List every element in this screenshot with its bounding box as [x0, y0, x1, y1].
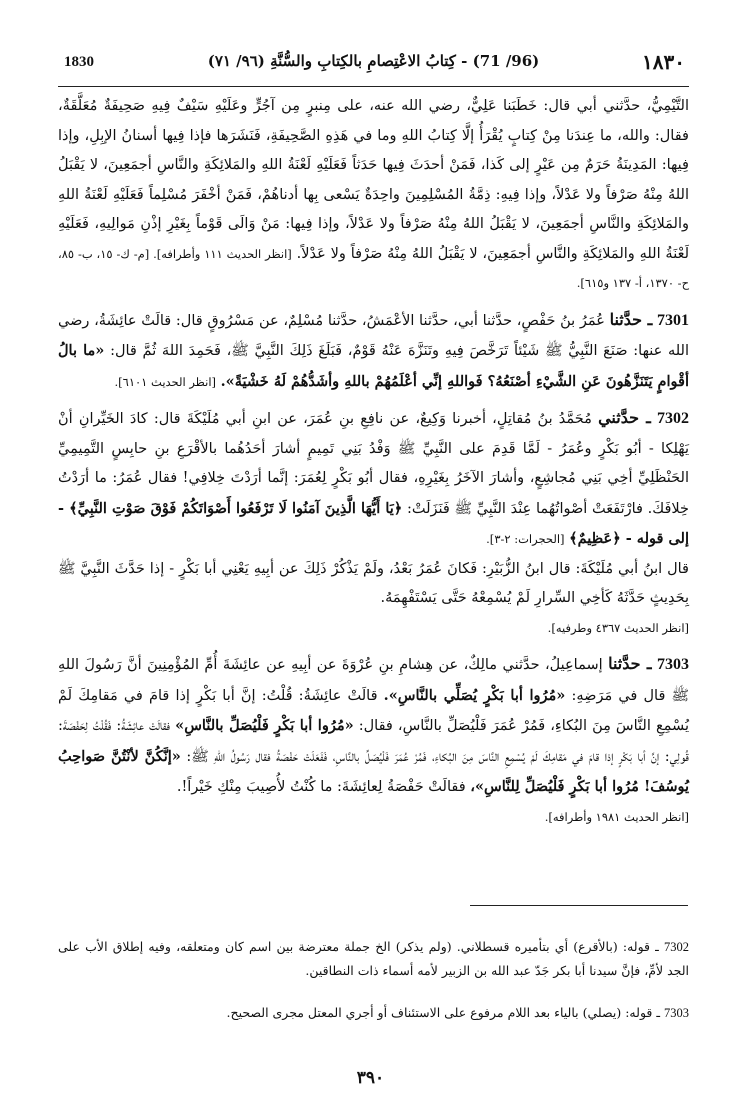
main-text [58, 92, 689, 832]
hadith-text: فقالَتْ عائِشَةُ: فَقُلْتُ لِحَفْصَةَ: قُولِي: إنَّ أبا بَكْرٍ إذا قامَ في مَقامِكَ لَمْ يُسْمِعِ النَّاسَ مِنَ البُكاءِ، فَمُرْ عُمَرَ فَلْيُصَلِّ بالنَّاسِ، فَفَعَلَتْ حَفْصَةُ فقال رَسُولُ اللهِ ﷺ: [58, 718, 689, 765]
hadith-lead: ـ حدَّثنا [608, 654, 652, 673]
hadith-text-2: قال ابنُ أبي مُلَيْكَةَ: قال ابنُ الزُّبَيْرِ: فَكانَ عُمَرُ بَعْدُ، ولَمْ يَذْكُرْ ذَلِكَ عن أبِيهِ يَعْنِي أبا بَكْرٍ - إذا حَدَّثَ النَّبِيَّ ﷺ بِحَدِيثٍ حَدَّثَهُ كَأخِي السِّرارِ لَمْ يُسْمِعْهُ حَتَّى يَسْتَفْهِمَهُ. [58, 560, 689, 606]
hadith-reference: [انظر الحديث ١٩٨١ وأطرافه]. [544, 809, 689, 824]
hadith-text: عُمَرُ بنُ حَفْصٍ، حدَّثنا أبي، حدَّثنا الأعْمَشُ، حدَّثنا مُسْلِمٌ، عن مَسْرُوقٍ قال: قالَتْ عائِشَةُ، رضي الله عنها: صَنَعَ النَّبِيُّ ﷺ شَيْئاً تَرَخَّصَ فِيهِ وتَنَزَّهَ عَنْهُ قَوْمٌ، فَبَلَغَ ذَلِكَ النَّبِيَّ ﷺ، فَحَمِدَ اللهَ ثُمَّ قال: [58, 312, 690, 359]
hadith-7303 [58, 649, 689, 832]
footnote-7303 [58, 1001, 689, 1025]
page-number-latin: 1830 [64, 54, 94, 70]
hadith-7302 [58, 403, 689, 643]
hadith-reference: [انظر الحديث ٦١٠١]. [114, 374, 216, 389]
hadith-number: 7301 [657, 311, 689, 329]
hadith-lead: ـ حدَّثنا [609, 309, 653, 329]
page-number-footer: ٣٩٠ [356, 1068, 385, 1088]
footnote-number: 7302 [664, 939, 689, 954]
page-header [58, 46, 689, 87]
hadith-text: قالَتْ عائِشَةُ: قُلْتُ: إنَّ أبا بَكْرٍ إذا قامَ في مَقامِكَ لَمْ يُسْمِعِ النَّاسَ مِنَ البُكاءِ، فَمُرْ عُمَرَ فَلْيُصَلِّ بالنَّاسِ، فقال: [58, 687, 690, 734]
hadith-lead: ـ حدَّثني [598, 408, 651, 427]
quran-verse: ﴿يَا أَيُّهَا الَّذِينَ آمَنُوا لَا تَرْفَعُوا أَصْوَاتَكُمْ فَوْقَ صَوْتِ النَّبِيِّ﴾ - إلى قوله - ﴿عَظِيمٌ﴾ [58, 499, 689, 547]
hadith-reference: [انظر الحديث ١١١ وأطرافه]. [م- ك- ١٥، ب- ٨٥، ح- ١٣٧٠، أ- ١٣٧ و٦١٥]. [58, 246, 689, 290]
prophet-saying: «ما بالُ أقْوامٍ يَتَنَزَّهُونَ عَنِ الشَّيْءِ أصْنَعُهُ؟ فَواللهِ إنِّي أعْلَمُهُمْ باللهِ وأشَدُّهُمْ لَهُ خَشْيَةً». [58, 342, 689, 390]
hadith-continuation [58, 92, 689, 299]
hadith-text: التَّيْمِيُّ، حدَّثني أبي قال: خَطَبَنا عَلِيٌّ، رضي الله عنه، على مِنبرٍ مِن آجُرٍّ وعَلَيْهِ سَيْفٌ فِيهِ صَحِيفَةٌ مُعَلَّقَةٌ، فقال: والله، ما عِندَنا مِنْ كِتابٍ يُقْرَأُ إلَّا كِتابُ اللهِ وما في هَذِهِ الصَّحِيفَةِ، فَنَشَرَها فإذا فِيها أسنانُ الإبِلِ، وإذا فِيها: المَدِينَةُ حَرَمٌ مِن عَيْرٍ إلى كَذا، فَمَنْ أحدَثَ فِيها حَدَثاً فَعَلَيْهِ لَعْنَةُ اللهِ والمَلائِكَةِ والنَّاسِ أجمَعِينَ، لا يَقْبَلُ اللهُ مِنْهُ صَرْفاً ولا عَدْلاً، وإذا فِيهِ: ذِمَّةُ المُسْلِمِينَ واحِدَةٌ يَسْعى بِها أدناهُمْ، فَمَنْ أخْفَرَ مُسْلِماً فَعَلَيْهِ لَعْنَةُ اللهِ والمَلائِكَةِ والنَّاسِ أجمَعِينَ، لا يَقْبَلُ اللهُ مِنْهُ صَرْفاً ولا عَدْلاً، وإذا فِيها: مَنْ وَالَى قَوْماً بِغَيْرِ إذْنِ مَوالِيهِ، فَعَلَيْهِ لَعْنَةُ اللهِ والمَلائِكَةِ والنَّاسِ أجمَعِينَ، لا يَقْبَلُ اللهُ مِنْهُ صَرْفاً ولا عَدْلاً. [58, 98, 689, 262]
hadith-reference: [انظر الحديث ٤٣٦٧ وطرفيه]. [547, 620, 689, 635]
running-title: (96/ 71) - كِتابُ الاعْتِصامِ بالكِتابِ والسُّنَّةِ (٩٦/ ٧١) [207, 52, 540, 70]
page-number-arabic: ١٨٣٠ [642, 50, 685, 74]
hadith-text: فقالَتْ حَفْصَةُ لِعائِشَةَ: ما كُنْتُ لأُصِيبَ مِنْكِ خَيْراً!. [176, 779, 466, 795]
prophet-saying: «إنَّكُنَّ لأنْتُنَّ صَواحِبُ يُوسُفَ! مُرُوا أبا بَكْرٍ فَلْيُصَلِّ لِلنَّاسِ»، [58, 747, 689, 795]
prophet-saying: «مُرُوا أبا بَكْرٍ فَلْيُصَلِّ بالنَّاسِ» [175, 717, 354, 734]
footnote-number: 7303 [664, 1005, 689, 1020]
hadith-text: مُحَمَّدُ بنُ مُقاتِلٍ، أخبرنا وَكِيعٌ، عن نافِعِ بنِ عُمَرَ، عن ابنِ أبي مُلَيْكَةَ قال: كادَ الخَيِّرانِ أنْ يَهْلِكا - أبُو بَكْرٍ وعُمَرُ - لَمَّا قَدِمَ على النَّبِيِّ ﷺ وَفْدُ بَنِي تَمِيمٍ أشارَ أحَدُهُما بالأقْرَعِ بنِ حابِسٍ التَّمِيمِيِّ الحَنْظَلِيِّ أخِي بَنِي مُجاشِعٍ، وأشارَ الآخَرُ بِغَيْرِهِ، فقال أبُو بَكْرٍ لِعُمَرَ: إنَّما أرَدْتَ خِلافِي! فقال عُمَرُ: ما أرَدْتُ خِلافَكَ. فارْتَفَعَتْ أصْواتُهُما عِنْدَ النَّبِيِّ ﷺ فَنَزَلَتْ: [58, 411, 690, 517]
hadith-number: 7303 [657, 656, 690, 673]
prophet-saying: «مُرُوا أبا بَكْرٍ يُصَلِّي بالنَّاسِ». [383, 686, 566, 704]
footnote-text: ـ قوله: (بالأقرع) أي بتأميره قسطلاني. (ولم يذكر) الخ جملة معترضة بين اسم كان ومتعلقه، وفيه إطلاق الأب على الجد لأمِّ، فإنَّ سيدنا أبا بكر جَدّ عبد الله بن الزبير لأمه أسماء ذات النطاقين. [58, 938, 689, 978]
hadith-text: إسماعِيلُ، حدَّثني مالِكٌ، عن هِشامِ بنِ عُرْوَةَ عن أبِيهِ عن عائِشَةَ أُمِّ المُؤْمِنِينَ أنَّ رَسُولَ اللهِ ﷺ قال في مَرَضِهِ: [58, 657, 690, 704]
footnote-7302 [58, 935, 689, 983]
footnote-divider [470, 905, 688, 906]
hadith-number: 7302 [657, 410, 689, 427]
quran-reference: [الحجرات: ٢-٣]. [486, 532, 565, 546]
footnote-text: ـ قوله: (يصلي) بالياء بعد اللام مرفوع على الاستئناف أو أجري المعتل مجرى الصحيح. [226, 1004, 661, 1020]
hadith-7301 [58, 305, 689, 398]
